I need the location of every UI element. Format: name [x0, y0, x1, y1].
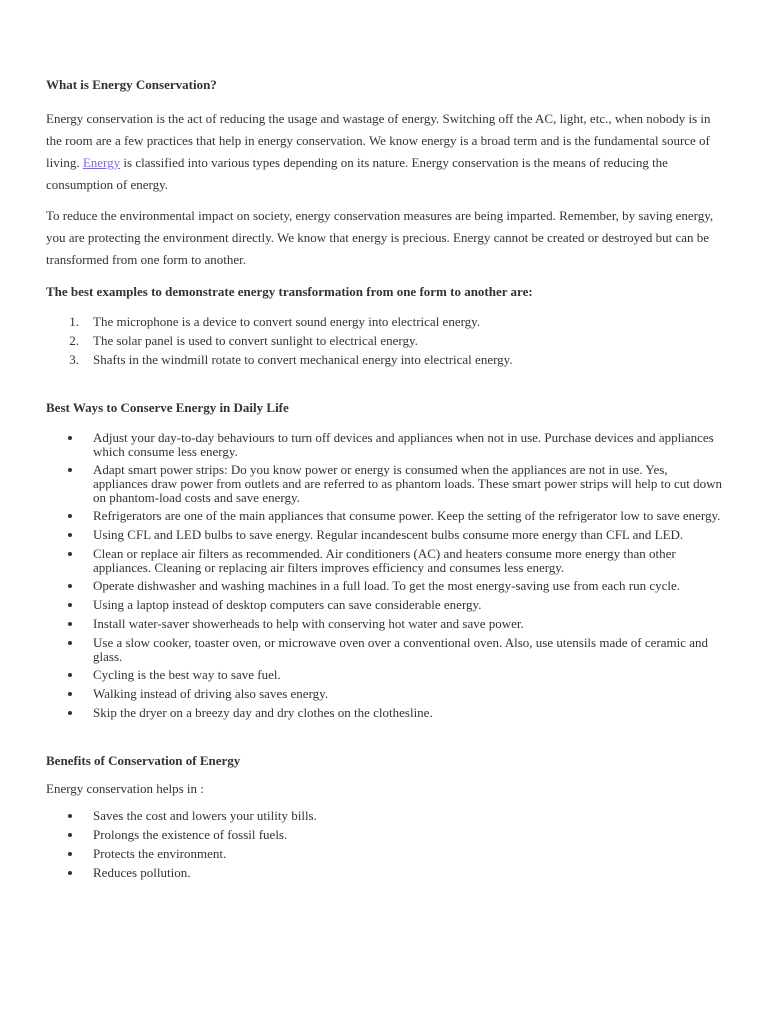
list-item-text: Using a laptop instead of desktop computers can save considerable energy. [93, 597, 482, 612]
bullet-icon [68, 617, 72, 626]
list-number: 2. [69, 333, 79, 348]
bullet-icon [68, 431, 72, 440]
bullet-icon [68, 847, 72, 856]
list-item-text: Using CFL and LED bulbs to save energy. Regular incandescent bulbs consume more energy than CFL and LED. [93, 527, 684, 542]
list-item [46, 828, 722, 842]
list-item [46, 463, 722, 505]
list-item-text: Shafts in the windmill rotate to convert mechanical energy into electrical energy. [93, 352, 513, 367]
list-item-text: Operate dishwasher and washing machines in a full load. To get the most energy-saving use from each run cycle. [93, 578, 681, 593]
list-item [46, 668, 722, 682]
list-item [46, 528, 722, 542]
section-heading-benefits: Benefits of Conservation of Energy [46, 753, 241, 768]
bullet-icon [68, 706, 72, 715]
list-item [46, 706, 722, 720]
bullet-icon [68, 598, 72, 607]
bullet-icon [68, 528, 72, 537]
list-item-text: Skip the dryer on a breezy day and dry clothes on the clothesline. [93, 705, 433, 720]
bullet-icon [68, 579, 72, 588]
examples-subheading: The best examples to demonstrate energy transformation from one form to another are: [46, 284, 533, 299]
list-item-text: The microphone is a device to convert sound energy into electrical energy. [93, 314, 481, 329]
list-item-text: Reduces pollution. [93, 865, 191, 880]
list-item [46, 809, 722, 823]
list-item [46, 866, 722, 880]
list-item-text: Install water-saver showerheads to help with conserving hot water and save power. [93, 616, 524, 631]
bullet-icon [68, 828, 72, 837]
list-item-text: Adjust your day-to-day behaviours to turn off devices and appliances when not in use. Purchase devices and appliances which consume less energy. [93, 430, 714, 459]
list-number: 1. [69, 314, 79, 329]
list-item-text: Walking instead of driving also saves energy. [93, 686, 329, 701]
list-item-text: Cycling is the best way to save fuel. [93, 667, 281, 682]
list-item [46, 636, 722, 664]
intro-text-start: Energy conservation is the act of reducing the usage and wastage of energy. Switching off the AC, light, etc., when nobody is in the room are a few practices that help in energy conservation. We know energy is a broad term and is the fundamental source of living. [46, 111, 711, 170]
bullet-icon [68, 668, 72, 677]
bullet-icon [68, 866, 72, 875]
list-item [46, 687, 722, 701]
section-heading-best-ways: Best Ways to Conserve Energy in Daily Life [46, 400, 289, 415]
list-item-text: Adapt smart power strips: Do you know power or energy is consumed when the appliances are not in use. Yes, appliances draw power from outlets and are referred to as phantom loads. These smart power strips will help to cut down on phantom-load costs and save energy. [93, 462, 722, 505]
list-item [46, 617, 722, 631]
intro-text-end: is classified into various types depending on its nature. Energy conservation is the means of reducing the consumption of energy. [46, 155, 668, 192]
bullet-icon [68, 463, 72, 472]
bullet-icon [68, 547, 72, 556]
list-item-text: Use a slow cooker, toaster oven, or microwave oven over a conventional oven. Also, use utensils made of ceramic and glass. [93, 635, 708, 664]
section-heading-what-is-energy-conservation: What is Energy Conservation? [46, 77, 217, 92]
list-item [46, 334, 722, 348]
list-item-text: Prolongs the existence of fossil fuels. [93, 827, 288, 842]
list-item [46, 431, 722, 459]
list-item [46, 598, 722, 612]
bullet-icon [68, 687, 72, 696]
list-item-text: Protects the environment. [93, 846, 227, 861]
conserve-tips-list [46, 431, 722, 720]
list-number: 3. [69, 352, 79, 367]
bullet-icon [68, 509, 72, 518]
examples-list [46, 315, 722, 367]
energy-link[interactable]: Energy [82, 155, 121, 170]
list-item-text: The solar panel is used to convert sunlight to electrical energy. [93, 333, 418, 348]
environment-paragraph: To reduce the environmental impact on society, energy conservation measures are being imparted. Remember, by saving energy, you are protecting the environment directly. We know that energy is precious. Energy cannot be created or destroyed but can be transformed from one form to another. [46, 208, 714, 267]
list-item [46, 353, 722, 367]
bullet-icon [68, 636, 72, 645]
list-item [46, 509, 722, 523]
bullet-icon [68, 809, 72, 818]
list-item-text: Clean or replace air filters as recommended. Air conditioners (AC) and heaters consume more energy than other appliances. Cleaning or replacing air filters improves efficiency and consumes less energy. [93, 546, 676, 575]
list-item [46, 547, 722, 575]
list-item [46, 579, 722, 593]
list-item [46, 315, 722, 329]
list-item-text: Saves the cost and lowers your utility bills. [93, 808, 317, 823]
intro-paragraph [46, 108, 722, 196]
benefits-list [46, 809, 722, 880]
list-item-text: Refrigerators are one of the main appliances that consume power. Keep the setting of the refrigerator low to save energy. [93, 508, 721, 523]
benefits-intro: Energy conservation helps in : [46, 781, 204, 796]
list-item [46, 847, 722, 861]
